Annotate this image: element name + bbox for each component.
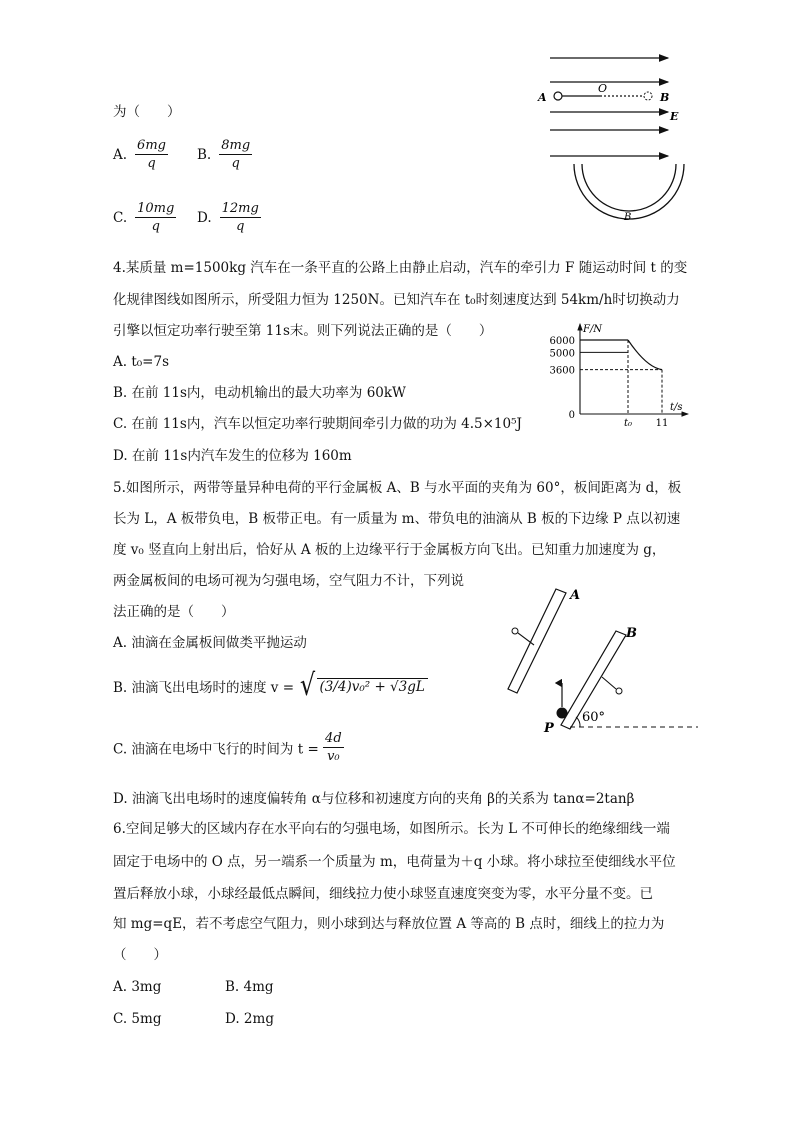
q3-option-c[interactable] (113, 201, 176, 234)
angle-label: 60° (582, 710, 606, 725)
y-axis-label: F/N (583, 324, 603, 335)
y-tick-label: 0 (568, 410, 575, 421)
plate-B-lead (602, 677, 616, 689)
y-tick-label: 6000 (549, 336, 575, 347)
q5-plates-figure (500, 585, 700, 740)
plate-B-terminal (616, 688, 622, 694)
option-label: C. (113, 209, 128, 226)
y-tick-label: 3600 (549, 365, 575, 377)
option-denominator: q (147, 156, 156, 171)
q6-line-2: 固定于电场中的 O 点，另一端系一个质量为 m，电荷量为＋q 小球。将小球拉至使细线水平位 (113, 854, 676, 870)
q3-field-figure (530, 48, 690, 228)
plate-A (508, 589, 566, 693)
option-numerator: 6mg (137, 138, 166, 153)
q3-option-b[interactable] (197, 138, 252, 171)
q6-option-d[interactable]: D. 2mg (225, 1011, 274, 1027)
option-denominator: q (236, 219, 245, 234)
q5-option-b[interactable] (113, 668, 428, 703)
q4-option-d[interactable]: D. 在前 11s内汽车发生的位移为 160m (113, 448, 352, 464)
option-denominator: q (151, 219, 160, 234)
x-axis-label: t/s (670, 402, 683, 413)
sqrt-radicand: (3/4)v₀² + √3gL (317, 678, 427, 695)
q5-option-d[interactable]: D. 油滴飞出电场时的速度偏转角 α与位移和初速度方向的夹角 β的关系为 tanα=2tanβ (113, 791, 635, 807)
plate-B-label: B (626, 626, 637, 641)
q6-option-b[interactable]: B. 4mg (225, 979, 274, 995)
label-E: E (670, 110, 679, 123)
q5-line-1: 5.如图所示，两带等量异种电荷的平行金属板 A、B 与水平面的夹角为 60°，板间距离为 d，板 (113, 480, 682, 496)
q5-line-5: 法正确的是（ ） (113, 604, 235, 620)
q6-line-1: 6.空间足够大的区域内存在水平向右的匀强电场，如图所示。长为 L 不可伸长的绝缘细线一端 (113, 821, 670, 837)
q5-line-3: 度 v₀ 竖直向上射出后，恰好从 A 板的上边缘平行于金属板方向飞出。已知重力加速度为 g， (113, 542, 666, 558)
q6-line-3: 置后释放小球，小球经最低点瞬间，细线拉力使小球竖直速度突变为零，水平分量不变。已 (113, 886, 653, 902)
ball-A (554, 92, 562, 100)
option-numerator: 10mg (137, 201, 175, 216)
option-label: D. (197, 209, 212, 226)
label-A: A (538, 91, 547, 104)
plate-A-terminal (512, 628, 518, 634)
option-c-text: C. 油滴在电场中飞行的时间为 t = (113, 741, 319, 758)
option-label: B. (197, 146, 212, 163)
option-denominator: v₀ (327, 749, 340, 764)
q5-option-a[interactable]: A. 油滴在金属板间做类平抛运动 (113, 635, 307, 651)
q5-line-2: 长为 L，A 板带负电，B 板带正电。有一质量为 m、带负电的油滴从 B 板的下边缘 P 点以初速 (113, 511, 681, 527)
option-denominator: q (231, 156, 240, 171)
label-O: O (598, 82, 608, 95)
q5-option-c[interactable] (113, 731, 344, 764)
q4-line-2: 化规律图线如图所示，所受阻力恒为 1250N。已知汽车在 t₀时刻速度达到 54km/h时切换动力 (113, 292, 680, 308)
x-tick-label: 11 (655, 418, 669, 429)
oil-droplet (557, 708, 568, 719)
q6-option-c[interactable]: C. 5mg (113, 1011, 162, 1027)
y-tick-label: 5000 (549, 348, 575, 360)
ball-B (644, 92, 652, 100)
label-B: B (660, 91, 670, 104)
q3-option-d[interactable] (197, 201, 261, 234)
plate-A-label: A (570, 588, 581, 603)
option-numerator: 8mg (221, 138, 251, 153)
q4-line-3: 引擎以恒定功率行驶至第 11s末。则下列说法正确的是（ ） (113, 323, 493, 339)
q6-line-5: （ ） (113, 947, 167, 963)
x-tick-label: t₀ (623, 418, 633, 429)
force-segment-decreasing (628, 340, 662, 370)
option-label: A. (113, 146, 128, 163)
point-P-label: P (544, 721, 554, 736)
q4-option-a[interactable]: A. t₀=7s (113, 354, 169, 370)
q4-line-1: 4.某质量 m=1500kg 汽车在一条平直的公路上由静止启动，汽车的牵引力 F 随运动时间 t 的变 (113, 260, 688, 276)
q4-force-time-chart (540, 318, 700, 433)
q3-option-a[interactable] (113, 138, 168, 171)
semicircle-inner (582, 164, 676, 211)
q5-line-4: 两金属板间的电场可视为匀强电场，空气阻力不计，下列说 (113, 573, 464, 589)
sqrt-sign-icon: √ (300, 668, 316, 703)
sqrt-expression (298, 668, 428, 703)
option-b-text: B. 油滴飞出电场时的速度 v = (113, 680, 295, 696)
option-numerator: 4d (325, 731, 342, 746)
q4-option-b[interactable]: B. 在前 11s内，电动机输出的最大功率为 60kW (113, 385, 406, 401)
q4-option-c[interactable]: C. 在前 11s内，汽车以恒定功率行驶期间牵引力做的功为 4.5×10⁵J (113, 416, 522, 432)
q6-line-4: 知 mg=qE，若不考虑空气阻力，则小球到达与释放位置 A 等高的 B 点时，细线上的拉力为 (113, 916, 665, 932)
q6-option-a[interactable]: A. 3mg (113, 979, 162, 995)
label-B-bottom: B (624, 212, 632, 223)
q3-stem-tail: 为（ ） (113, 104, 181, 120)
option-numerator: 12mg (221, 201, 259, 216)
